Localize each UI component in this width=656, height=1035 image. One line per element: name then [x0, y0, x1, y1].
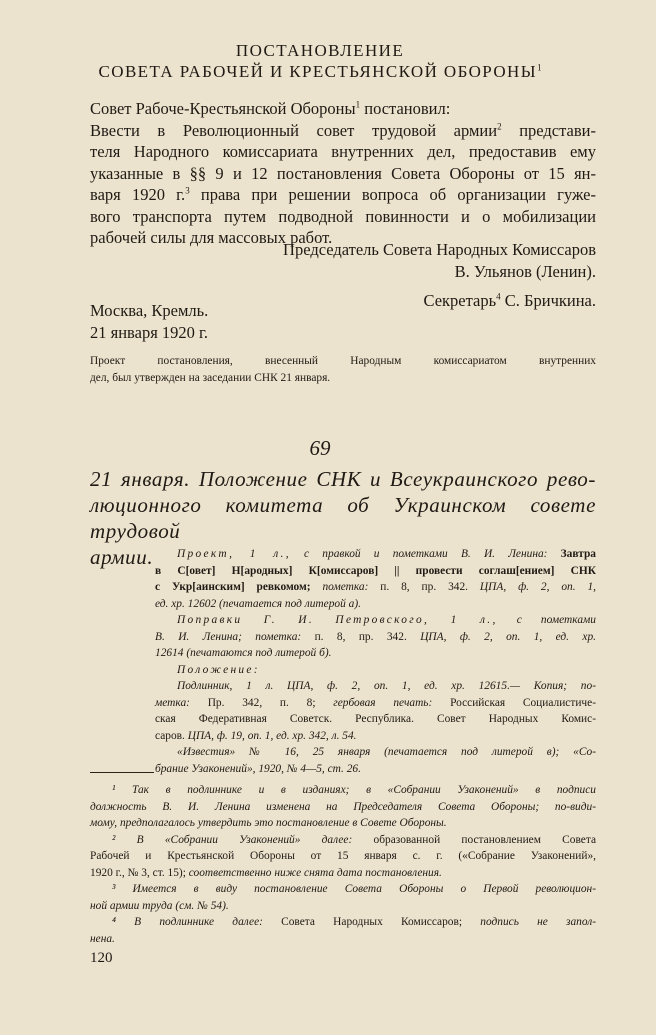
source-line: ская Федеративная Советск. Республика. Совет Народных Комис-	[155, 713, 596, 725]
source-line: «Известия» № 16, 25 января (печатается под литерой в); «Со-	[177, 746, 596, 758]
decree-line: вого транспорта путем подводной повинности и о мобилизации	[90, 206, 596, 226]
decree-line: указанные в §§ 9 и 12 постановления Совета Обороны от 15 ян-	[90, 163, 596, 183]
footnote-line: нена.	[90, 932, 115, 945]
decree-line: варя 1920 г.$^3$ права при решении вопроса об организации гуже-	[90, 185, 596, 204]
footnotes	[90, 782, 596, 947]
place-date: Москва, Кремль. 21 января 1920 г.	[90, 301, 209, 342]
secretary: Секретарь$^4$ С. Бричкина.	[423, 291, 596, 310]
source-line: В. И. Ленина; пометка: п. 8, пр. 342. ЦПА, ф. 2, оп. 1, ед. хр.	[155, 630, 596, 643]
source-line: ед. хр. 12602 (печатается под литерой а).	[155, 597, 361, 610]
footnote-line: 1920 г., № 3, ст. 15); соответственно ниже снята дата постановления.	[90, 866, 442, 879]
source-line: Проект, 1 л., с правкой и пометками В. И. Ленина: Завтра	[177, 548, 596, 560]
footnote-ref: 1	[536, 62, 542, 73]
decree-line: теля Народного комиссариата внутренних дел, предоставив ему	[90, 142, 596, 161]
source-notes	[155, 546, 596, 777]
source-line: Подлинник, 1 л. ЦПА, ф. 2, оп. 1, ед. хр. 12615.— Копия; по-	[177, 680, 596, 692]
source-line: Поправки Г. И. Петровского, 1 л., с пометками	[177, 614, 596, 626]
header-line-2: СОВЕТА РАБОЧЕЙ И КРЕСТЬЯНСКОЙ ОБОРОНЫ$^1$	[98, 62, 542, 81]
footnote-line: ¹ Так в подлиннике и в изданиях; в «Собрании Узаконений» в подписи	[112, 784, 596, 796]
chair-title: Председатель Совета Народных Комиссаров	[283, 240, 596, 259]
source-line: в С[овет] Н[ародных] К[омиссаров] || провести соглаш[ением] СНК	[155, 564, 596, 577]
header-line-1: ПОСТАНОВЛЕНИЕ	[235, 41, 405, 60]
source-line: с Укр[аинским] ревкомом; пометка: п. 8, пр. 342. ЦПА, ф. 2, оп. 1,	[155, 581, 597, 593]
footnote-line: ³ Имеется в виду постановление Совета Обороны о Первой революцион-	[112, 883, 596, 895]
source-line: саров. ЦПА, ф. 19, оп. 1, ед. хр. 342, л. 54.	[155, 729, 357, 742]
decree-line: рабочей силы для массовых работ.	[90, 228, 333, 247]
footnote-line: должность В. И. Ленина изменена на Председателя Совета Обороны; по-види-	[90, 800, 596, 813]
footnote-divider	[90, 772, 154, 773]
source-line: 12614 (печатаются под литерой б).	[155, 647, 332, 659]
decree-line: Совет Рабоче-Крестьянской Обороны$^1$ постановил:	[90, 99, 451, 118]
archival-note: Проект постановления, внесенный Народным комиссариатом внутренних дел, был утвержден на заседании СНК 21 января.	[90, 355, 596, 384]
document-title: 21 января. Положение СНК и Всеукраинского рево- люционного комитета об Украинском совете трудовой армии.	[90, 467, 596, 569]
decree-body	[90, 98, 596, 249]
document-number: 69	[309, 436, 331, 460]
footnote-line: ной армии труда (см. № 54).	[90, 899, 229, 912]
decree-line: Ввести в Революционный совет трудовой армии$^2$ представи-	[90, 120, 596, 140]
footnote-line: Рабочей и Крестьянской Обороны от 15 января с. г. («Собрание Узаконений»,	[90, 850, 596, 862]
source-line: брание Узаконений», 1920, № 4—5, ст. 26.	[155, 762, 361, 775]
chair-name: В. Ульянов (Ленин).	[454, 261, 596, 281]
footnote-line: мому, предполагалось утвердить это постановление в Совете Обороны.	[90, 817, 447, 829]
source-heading: Положение:	[177, 663, 260, 676]
footnote-line: ⁴ В подлиннике далее: Совета Народных Комиссаров; подпись не запол-	[112, 916, 597, 928]
page-number: 120	[90, 950, 113, 966]
decree-header	[60, 40, 580, 82]
source-line: метка: Пр. 342, п. 8; гербовая печать: Российская Социалистиче-	[155, 696, 596, 709]
footnote-line: ² В «Собрании Узаконений» далее: образованной постановлением Совета	[112, 833, 596, 846]
